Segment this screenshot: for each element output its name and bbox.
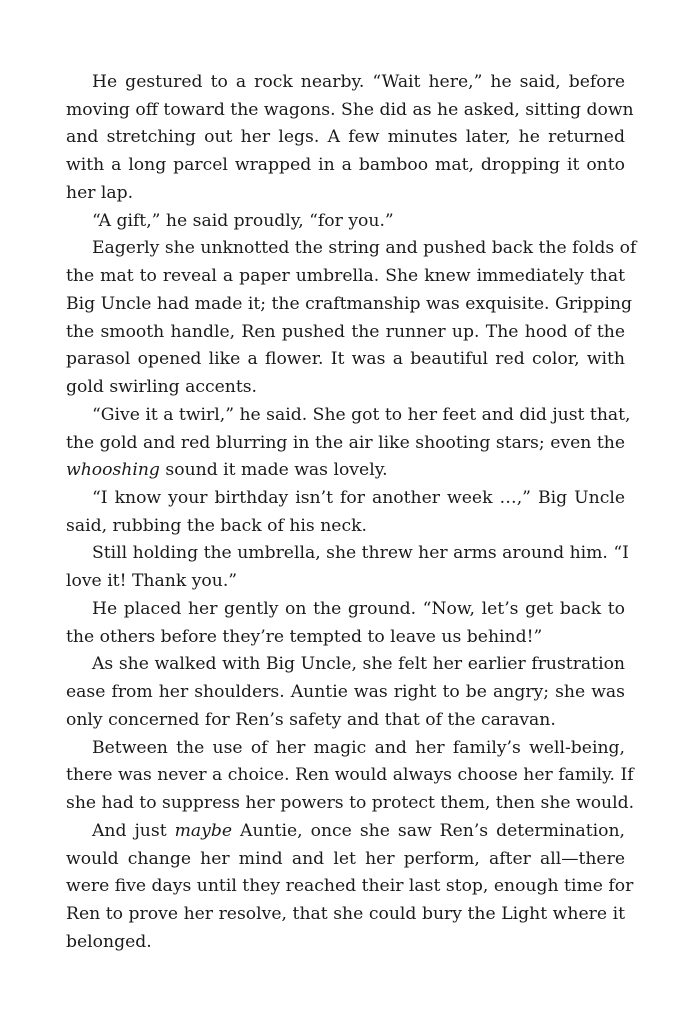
text-line	[66, 679, 625, 707]
text-segment: gold swirling accents.	[66, 377, 258, 398]
text-line	[66, 873, 634, 901]
text-segment: said, rubbing the back of his neck.	[66, 515, 367, 536]
text-line	[66, 208, 625, 236]
text-segment: Big Uncle had made it; the craftmanship was exquisite. Gripping	[66, 293, 632, 314]
text-line	[66, 596, 625, 624]
text-line	[66, 818, 625, 846]
text-segment: “I know your birthday isn’t for another week …,” Big Uncle	[92, 488, 625, 509]
text-line	[66, 263, 625, 291]
text-segment: Still holding the umbrella, she threw her arms around him. “I	[92, 543, 629, 564]
text-line	[66, 374, 625, 402]
text-segment: and stretching out her legs. A few minutes later, he returned	[66, 127, 625, 148]
text-segment: He placed her gently on the ground. “Now, let’s get back to	[92, 598, 625, 619]
text-line	[66, 69, 625, 97]
text-line	[66, 124, 625, 152]
text-segment: Ren to prove her resolve, that she could bury the Light where it	[66, 904, 625, 925]
text-line	[66, 180, 625, 208]
text-segment: ease from her shoulders. Auntie was right to be angry; she was	[66, 682, 625, 703]
text-segment: with a long parcel wrapped in a bamboo mat, dropping it onto	[66, 155, 625, 176]
text-line	[66, 291, 632, 319]
text-segment: sound it made was lovely.	[159, 460, 388, 481]
text-segment: were five days until they reached their last stop, enough time for	[66, 876, 634, 897]
text-line	[66, 319, 625, 347]
italic-text: whooshing	[66, 460, 160, 481]
text-segment: moving off toward the wagons. She did as he asked, sitting down	[66, 99, 634, 120]
text-segment: the smooth handle, Ren pushed the runner up. The hood of the	[66, 321, 625, 342]
text-segment: And just	[92, 820, 175, 841]
text-line	[66, 901, 625, 929]
text-line	[66, 929, 625, 957]
text-segment: only concerned for Ren’s safety and that of the caravan.	[66, 709, 556, 730]
text-segment: “Give it a twirl,” he said. She got to her feet and did just that,	[92, 404, 631, 425]
text-line	[66, 540, 629, 568]
book-page	[66, 69, 637, 957]
text-line	[66, 430, 625, 458]
text-segment: the gold and red blurring in the air like shooting stars; even the	[66, 432, 625, 453]
text-segment: she had to suppress her powers to protect them, then she would.	[66, 793, 635, 814]
text-segment: “A gift,” he said proudly, “for you.”	[92, 210, 394, 231]
text-line	[66, 152, 625, 180]
text-segment: Between the use of her magic and her family’s well-being,	[92, 737, 625, 758]
text-segment: Eagerly she unknotted the string and pushed back the folds of	[92, 238, 637, 259]
text-line	[66, 790, 635, 818]
text-line	[66, 707, 625, 735]
text-segment: As she walked with Big Uncle, she felt her earlier frustration	[92, 654, 625, 675]
text-segment: the mat to reveal a paper umbrella. She knew immediately that	[66, 266, 625, 287]
text-line	[66, 651, 625, 679]
text-line	[66, 846, 625, 874]
text-line	[66, 346, 625, 374]
text-segment: parasol opened like a flower. It was a beautiful red color, with	[66, 349, 625, 370]
text-line	[66, 97, 634, 125]
text-line	[66, 624, 625, 652]
text-line	[66, 485, 625, 513]
italic-text: maybe	[174, 820, 233, 841]
text-segment: He gestured to a rock nearby. “Wait here,” he said, before	[92, 72, 625, 92]
text-line	[66, 568, 625, 596]
text-segment: belonged.	[66, 931, 152, 952]
text-segment: would change her mind and let her perform, after all—there	[66, 848, 625, 869]
text-segment: love it! Thank you.”	[66, 571, 238, 592]
text-segment: the others before they’re tempted to leave us behind!”	[66, 626, 543, 647]
text-line	[66, 735, 625, 763]
text-line	[66, 513, 625, 541]
text-line	[66, 235, 637, 263]
text-line	[66, 762, 634, 790]
text-line	[66, 402, 631, 430]
text-line	[66, 457, 625, 485]
text-segment: Auntie, once she saw Ren’s determination,	[232, 820, 625, 841]
text-segment: there was never a choice. Ren would always choose her family. If	[66, 765, 634, 786]
text-segment: her lap.	[66, 182, 134, 203]
